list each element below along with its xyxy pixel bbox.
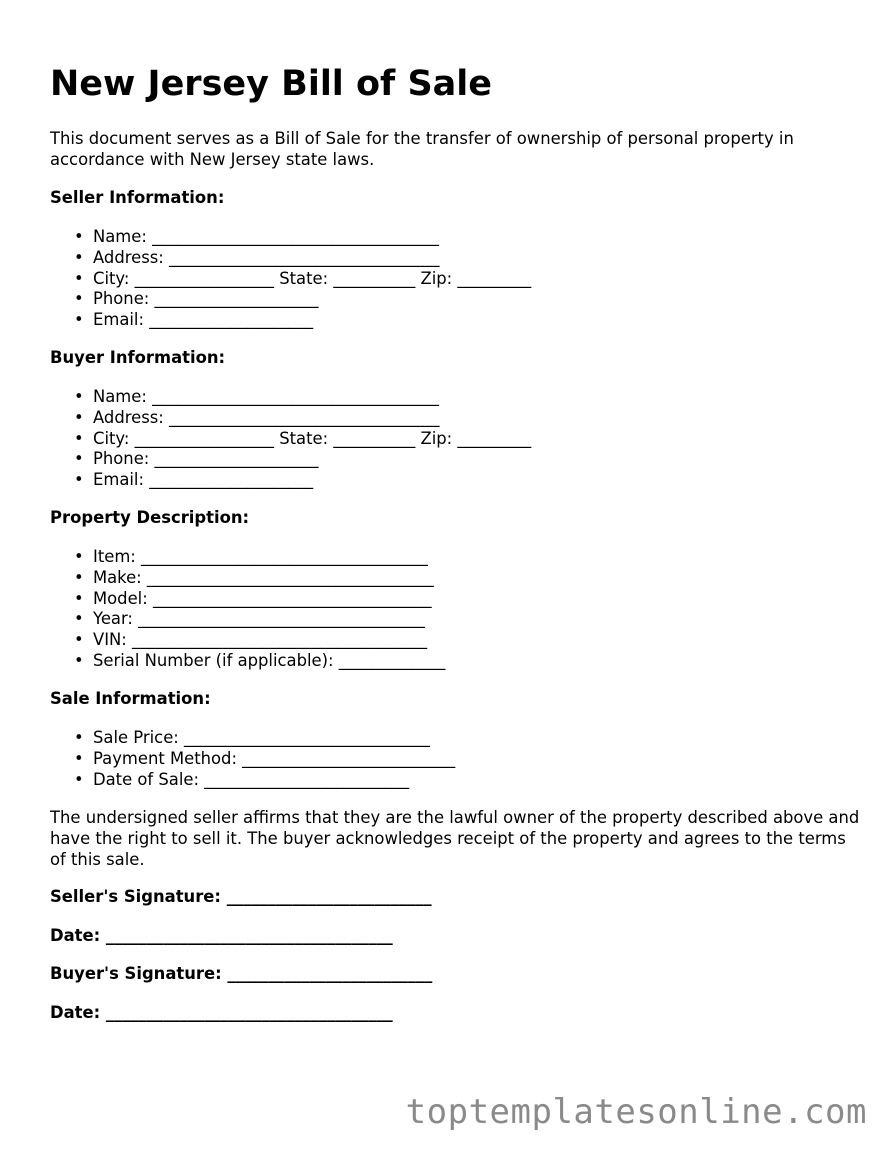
date-of-sale-field: Date of Sale: _________________________ xyxy=(93,769,410,789)
seller-date-line: Date: ___________________________________ xyxy=(50,926,393,945)
list-item xyxy=(74,289,531,310)
property-year-field: Year: ___________________________________ xyxy=(93,609,425,629)
list-item xyxy=(74,470,531,491)
list-item xyxy=(74,547,445,568)
seller-phone-field: Phone: ____________________ xyxy=(93,289,319,309)
list-item xyxy=(74,407,531,429)
property-item-field: Item: ___________________________________ xyxy=(93,547,428,566)
bullet-icon: • xyxy=(74,428,84,448)
buyer-name-field: Name: ___________________________________ xyxy=(93,387,439,406)
property-model-field: Model: __________________________________ xyxy=(93,588,432,608)
list-item xyxy=(74,630,445,651)
list-item xyxy=(74,728,455,749)
list-item xyxy=(74,247,531,269)
bullet-icon: • xyxy=(74,470,84,490)
property-vin-field: VIN: ____________________________________ xyxy=(93,630,428,650)
buyer-signature-line: Buyer's Signature: _________________________ xyxy=(50,964,433,983)
bullet-icon: • xyxy=(74,407,84,427)
seller-section-heading: Seller Information: xyxy=(50,188,225,207)
bullet-icon: • xyxy=(74,769,84,789)
bullet-icon: • xyxy=(74,289,84,309)
property-make-field: Make: ___________________________________ xyxy=(93,567,434,587)
list-item xyxy=(74,449,531,470)
bullet-icon: • xyxy=(74,247,84,267)
sale-price-field: Sale Price: ______________________________ xyxy=(93,728,430,747)
payment-method-field: Payment Method: __________________________ xyxy=(93,748,456,768)
bullet-icon: • xyxy=(74,310,84,330)
seller-signature-line: Seller's Signature: _________________________ xyxy=(50,887,432,906)
buyer-date-line: Date: ___________________________________ xyxy=(50,1003,393,1022)
closing-paragraph: The undersigned seller affirms that they are the lawful owner of the property described above and have the right to sell it. The buyer acknowledges receipt of the property and agrees to the terms of this sale. xyxy=(50,808,860,869)
seller-name-field: Name: ___________________________________ xyxy=(93,227,439,246)
seller-address-field: Address: _________________________________ xyxy=(93,247,440,267)
bullet-icon: • xyxy=(74,630,84,650)
list-item xyxy=(74,268,532,290)
list-item xyxy=(74,650,446,672)
buyer-address-field: Address: _________________________________ xyxy=(93,407,440,427)
watermark-text: toptemplatesonline.com xyxy=(405,1092,867,1132)
property-serial-number-field: Serial Number (if applicable): _____________ xyxy=(93,650,446,670)
sale-fields-list xyxy=(50,728,455,790)
list-item xyxy=(74,609,445,630)
seller-email-field: Email: ____________________ xyxy=(93,310,314,330)
list-item xyxy=(74,387,531,408)
bullet-icon: • xyxy=(74,728,84,747)
property-fields-list xyxy=(50,547,445,672)
page-title: New Jersey Bill of Sale xyxy=(50,64,493,104)
seller-city-state-zip-field: City: _________________ State: __________ Zip: _________ xyxy=(93,268,532,288)
buyer-phone-field: Phone: ____________________ xyxy=(93,449,319,469)
intro-paragraph: This document serves as a Bill of Sale for the transfer of ownership of personal property in accordance with New Jersey state laws. xyxy=(50,129,794,169)
seller-fields-list xyxy=(50,227,531,331)
bullet-icon: • xyxy=(74,387,84,406)
buyer-email-field: Email: ____________________ xyxy=(93,470,314,490)
bullet-icon: • xyxy=(74,748,84,768)
list-item xyxy=(74,428,532,450)
list-item xyxy=(74,227,531,248)
bullet-icon: • xyxy=(74,449,84,469)
buyer-city-state-zip-field: City: _________________ State: __________ Zip: _________ xyxy=(93,428,532,448)
buyer-section-heading: Buyer Information: xyxy=(50,348,226,367)
buyer-fields-list xyxy=(50,387,531,491)
list-item xyxy=(74,769,455,791)
bullet-icon: • xyxy=(74,268,84,288)
bullet-icon: • xyxy=(74,609,84,629)
sale-section-heading: Sale Information: xyxy=(50,689,211,708)
list-item xyxy=(74,748,456,770)
list-item xyxy=(74,567,445,589)
list-item xyxy=(74,310,531,331)
list-item xyxy=(74,588,445,610)
bullet-icon: • xyxy=(74,227,84,246)
property-section-heading: Property Description: xyxy=(50,508,250,527)
bullet-icon: • xyxy=(74,567,84,587)
bullet-icon: • xyxy=(74,650,84,670)
bullet-icon: • xyxy=(74,588,84,608)
bullet-icon: • xyxy=(74,547,84,566)
